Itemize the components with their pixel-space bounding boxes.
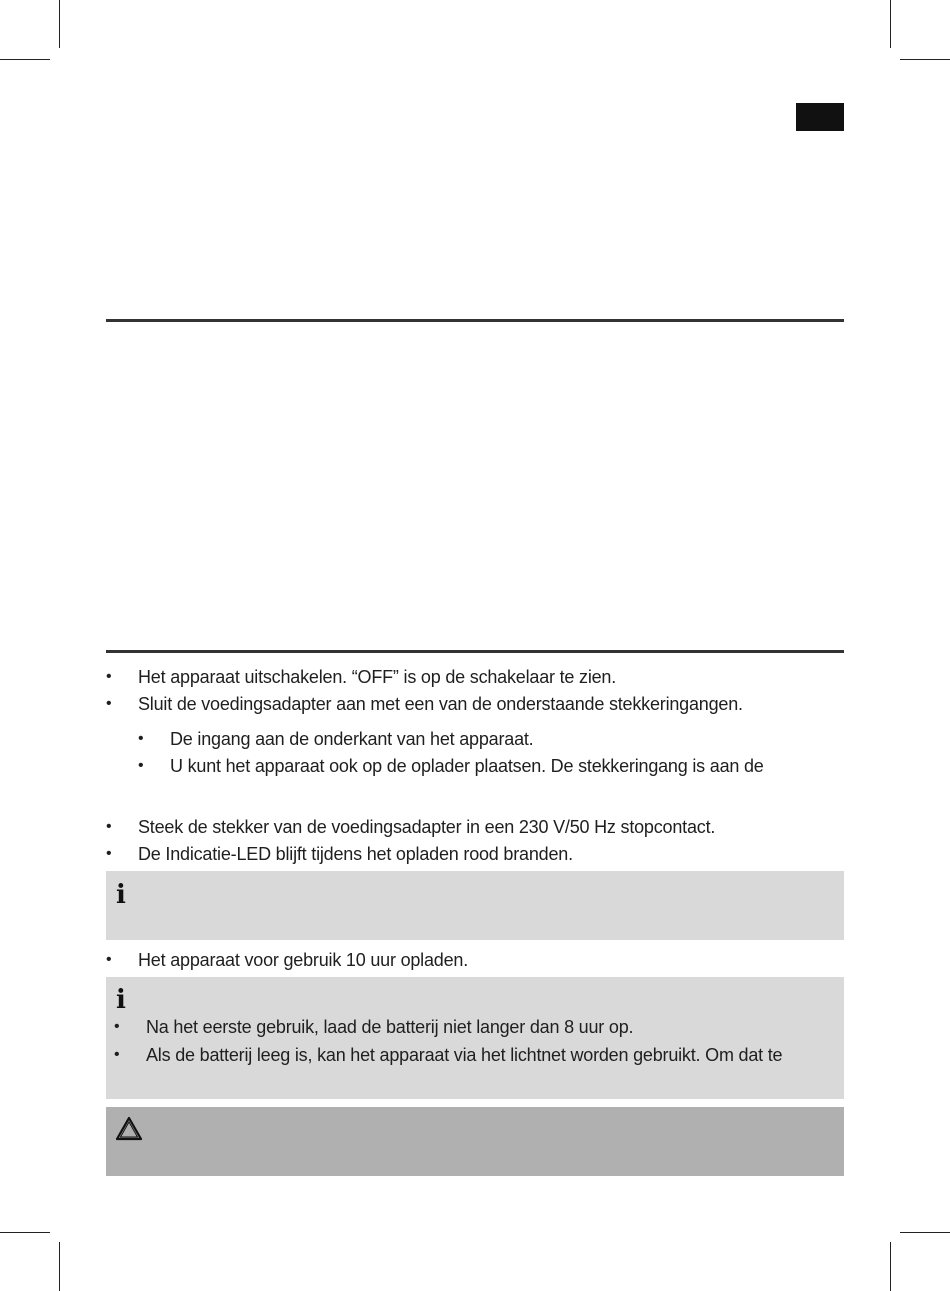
list-item-text: Steek de stekker van de voedingsadapter in een 230 V/50 Hz stopcontact. xyxy=(138,817,716,837)
crop-mark xyxy=(900,1232,950,1233)
crop-mark xyxy=(0,59,50,60)
crop-mark xyxy=(890,0,891,48)
warning-box xyxy=(106,1107,844,1176)
info-note-box xyxy=(106,977,844,1099)
bullet: • xyxy=(106,845,112,862)
crop-mark xyxy=(890,1242,891,1291)
bullet: • xyxy=(138,730,144,747)
crop-mark xyxy=(900,59,950,60)
crop-mark xyxy=(59,1242,60,1291)
list-item-text: De ingang aan de onderkant van het apparaat. xyxy=(170,729,534,749)
bullet: • xyxy=(114,1046,120,1063)
bullet: • xyxy=(106,951,112,968)
section-divider xyxy=(106,650,844,653)
list-item-text: Het apparaat voor gebruik 10 uur opladen. xyxy=(138,950,469,970)
list-item-text: De Indicatie-LED blijft tijdens het opladen rood branden. xyxy=(138,844,573,864)
warning-triangle-icon xyxy=(115,1116,143,1142)
info-icon: i xyxy=(116,985,126,1015)
info-icon: i xyxy=(116,880,126,910)
language-tab xyxy=(796,103,844,131)
list-item-text: Het apparaat uitschakelen. “OFF” is op de schakelaar te zien. xyxy=(138,667,617,687)
info-note-box xyxy=(106,871,844,940)
section-divider xyxy=(106,319,844,322)
crop-mark xyxy=(59,0,60,48)
bullet: • xyxy=(106,818,112,835)
crop-mark xyxy=(0,1232,50,1233)
bullet: • xyxy=(114,1018,120,1035)
bullet: • xyxy=(106,668,112,685)
list-item-text: Als de batterij leeg is, kan het apparaat via het lichtnet worden gebruikt. Om dat te xyxy=(146,1045,783,1065)
list-item-text: Sluit de voedingsadapter aan met een van de onderstaande stekkeringangen. xyxy=(138,694,743,714)
bullet: • xyxy=(138,757,144,774)
list-item-text: Na het eerste gebruik, laad de batterij niet langer dan 8 uur op. xyxy=(146,1017,634,1037)
list-item-text: U kunt het apparaat ook op de oplader plaatsen. De stekkeringang is aan de xyxy=(170,756,764,776)
bullet: • xyxy=(106,695,112,712)
